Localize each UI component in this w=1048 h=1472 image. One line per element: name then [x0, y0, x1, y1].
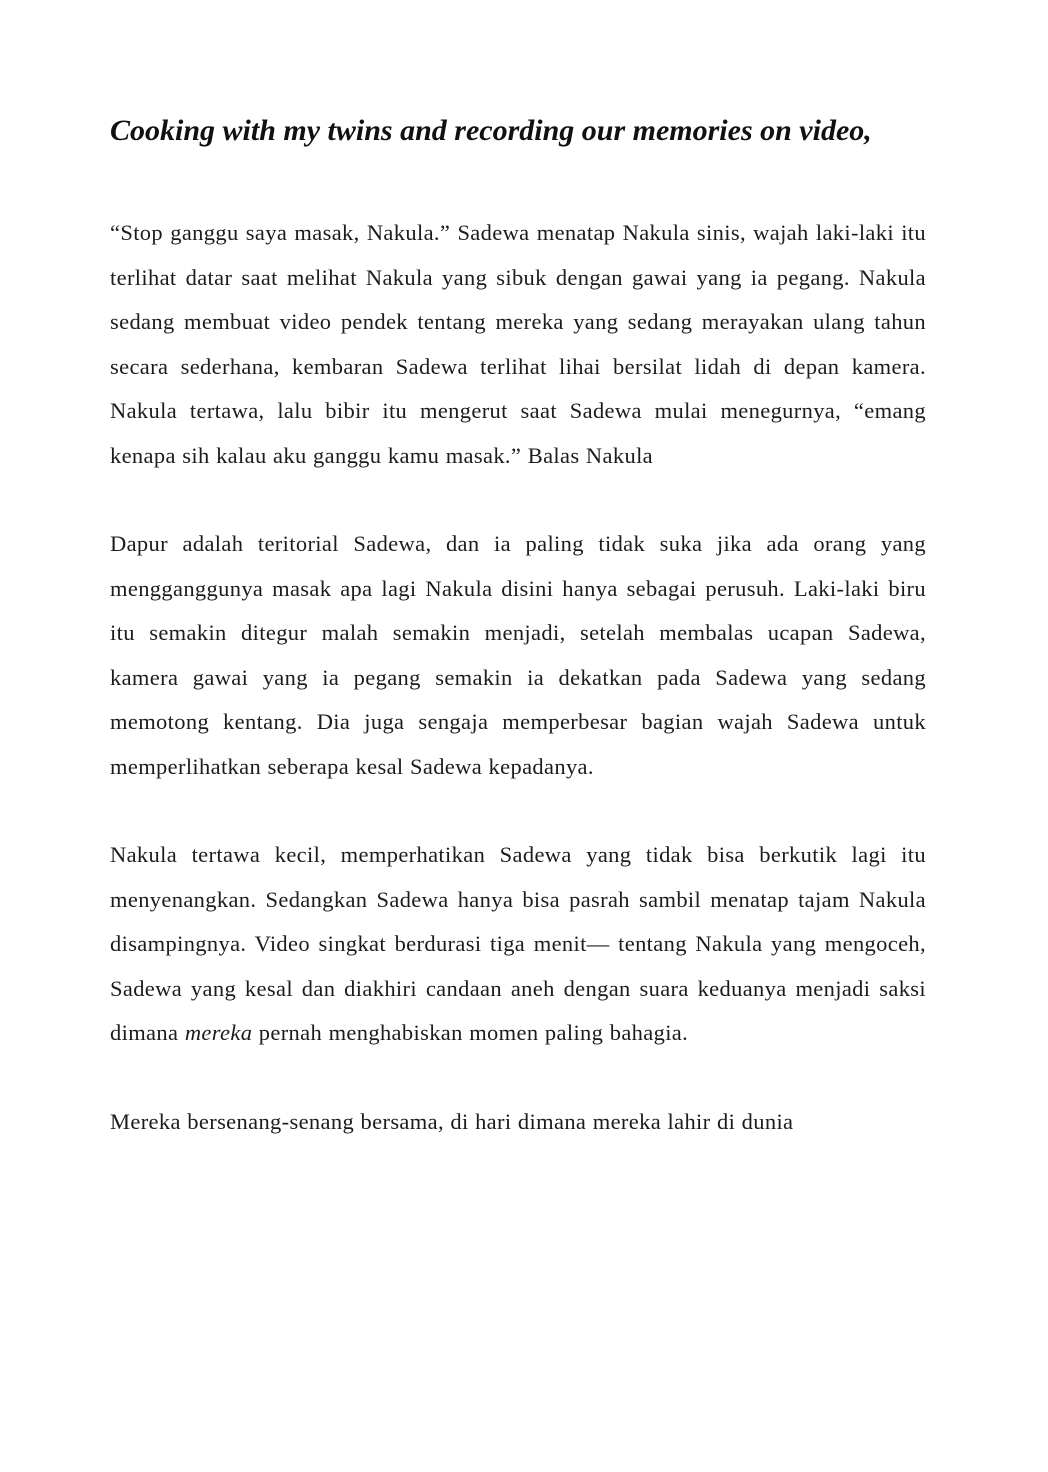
paragraph-1: “Stop ganggu saya masak, Nakula.” Sadewa menatap Nakula sinis, wajah laki-laki itu terlihat datar saat melihat Nakula yang sibuk dengan gawai yang ia pegang. Nakula sedang membuat video pendek tentang mereka yang sedang merayakan ulang tahun secara sederhana, kembaran Sadewa terlihat lihai bersilat lidah di depan kamera. Nakula tertawa, lalu bibir itu mengerut saat Sadewa mulai menegurnya, “emang kenapa sih kalau aku ganggu kamu masak.” Balas Nakula — [110, 220, 926, 468]
paragraph-3 — [110, 833, 926, 1056]
document-title: Cooking with my twins and recording our memories on video, — [110, 114, 872, 147]
paragraph-2: Dapur adalah teritorial Sadewa, dan ia paling tidak suka jika ada orang yang mengganggunya masak apa lagi Nakula disini hanya sebagai perusuh. Laki-laki biru itu semakin ditegur malah semakin menjadi, setelah membalas ucapan Sadewa, kamera gawai yang ia pegang semakin ia dekatkan pada Sadewa yang sedang memotong kentang. Dia juga sengaja memperbesar bagian wajah Sadewa untuk memperlihatkan seberapa kesal Sadewa kepadanya. — [110, 531, 926, 779]
document-body — [110, 211, 926, 1144]
paragraph-4: Mereka bersenang-senang bersama, di hari dimana mereka lahir di dunia — [110, 1108, 794, 1134]
paragraph-3-text-before: Nakula tertawa kecil, memperhatikan Sadewa yang tidak bisa berkutik lagi itu menyenangkan. Sedangkan Sadewa hanya bisa pasrah sambil menatap tajam Nakula disampingnya. Video singkat berdurasi tiga menit— tentang Nakula yang mengoceh, Sadewa yang kesal dan diakhiri candaan aneh dengan suara keduanya menjadi saksi dimana — [110, 842, 926, 1045]
paragraph-3-text-after: pernah menghabiskan momen paling bahagia. — [252, 1020, 689, 1045]
document-page — [110, 102, 926, 1188]
paragraph-3-emphasis: mereka — [184, 1020, 253, 1045]
